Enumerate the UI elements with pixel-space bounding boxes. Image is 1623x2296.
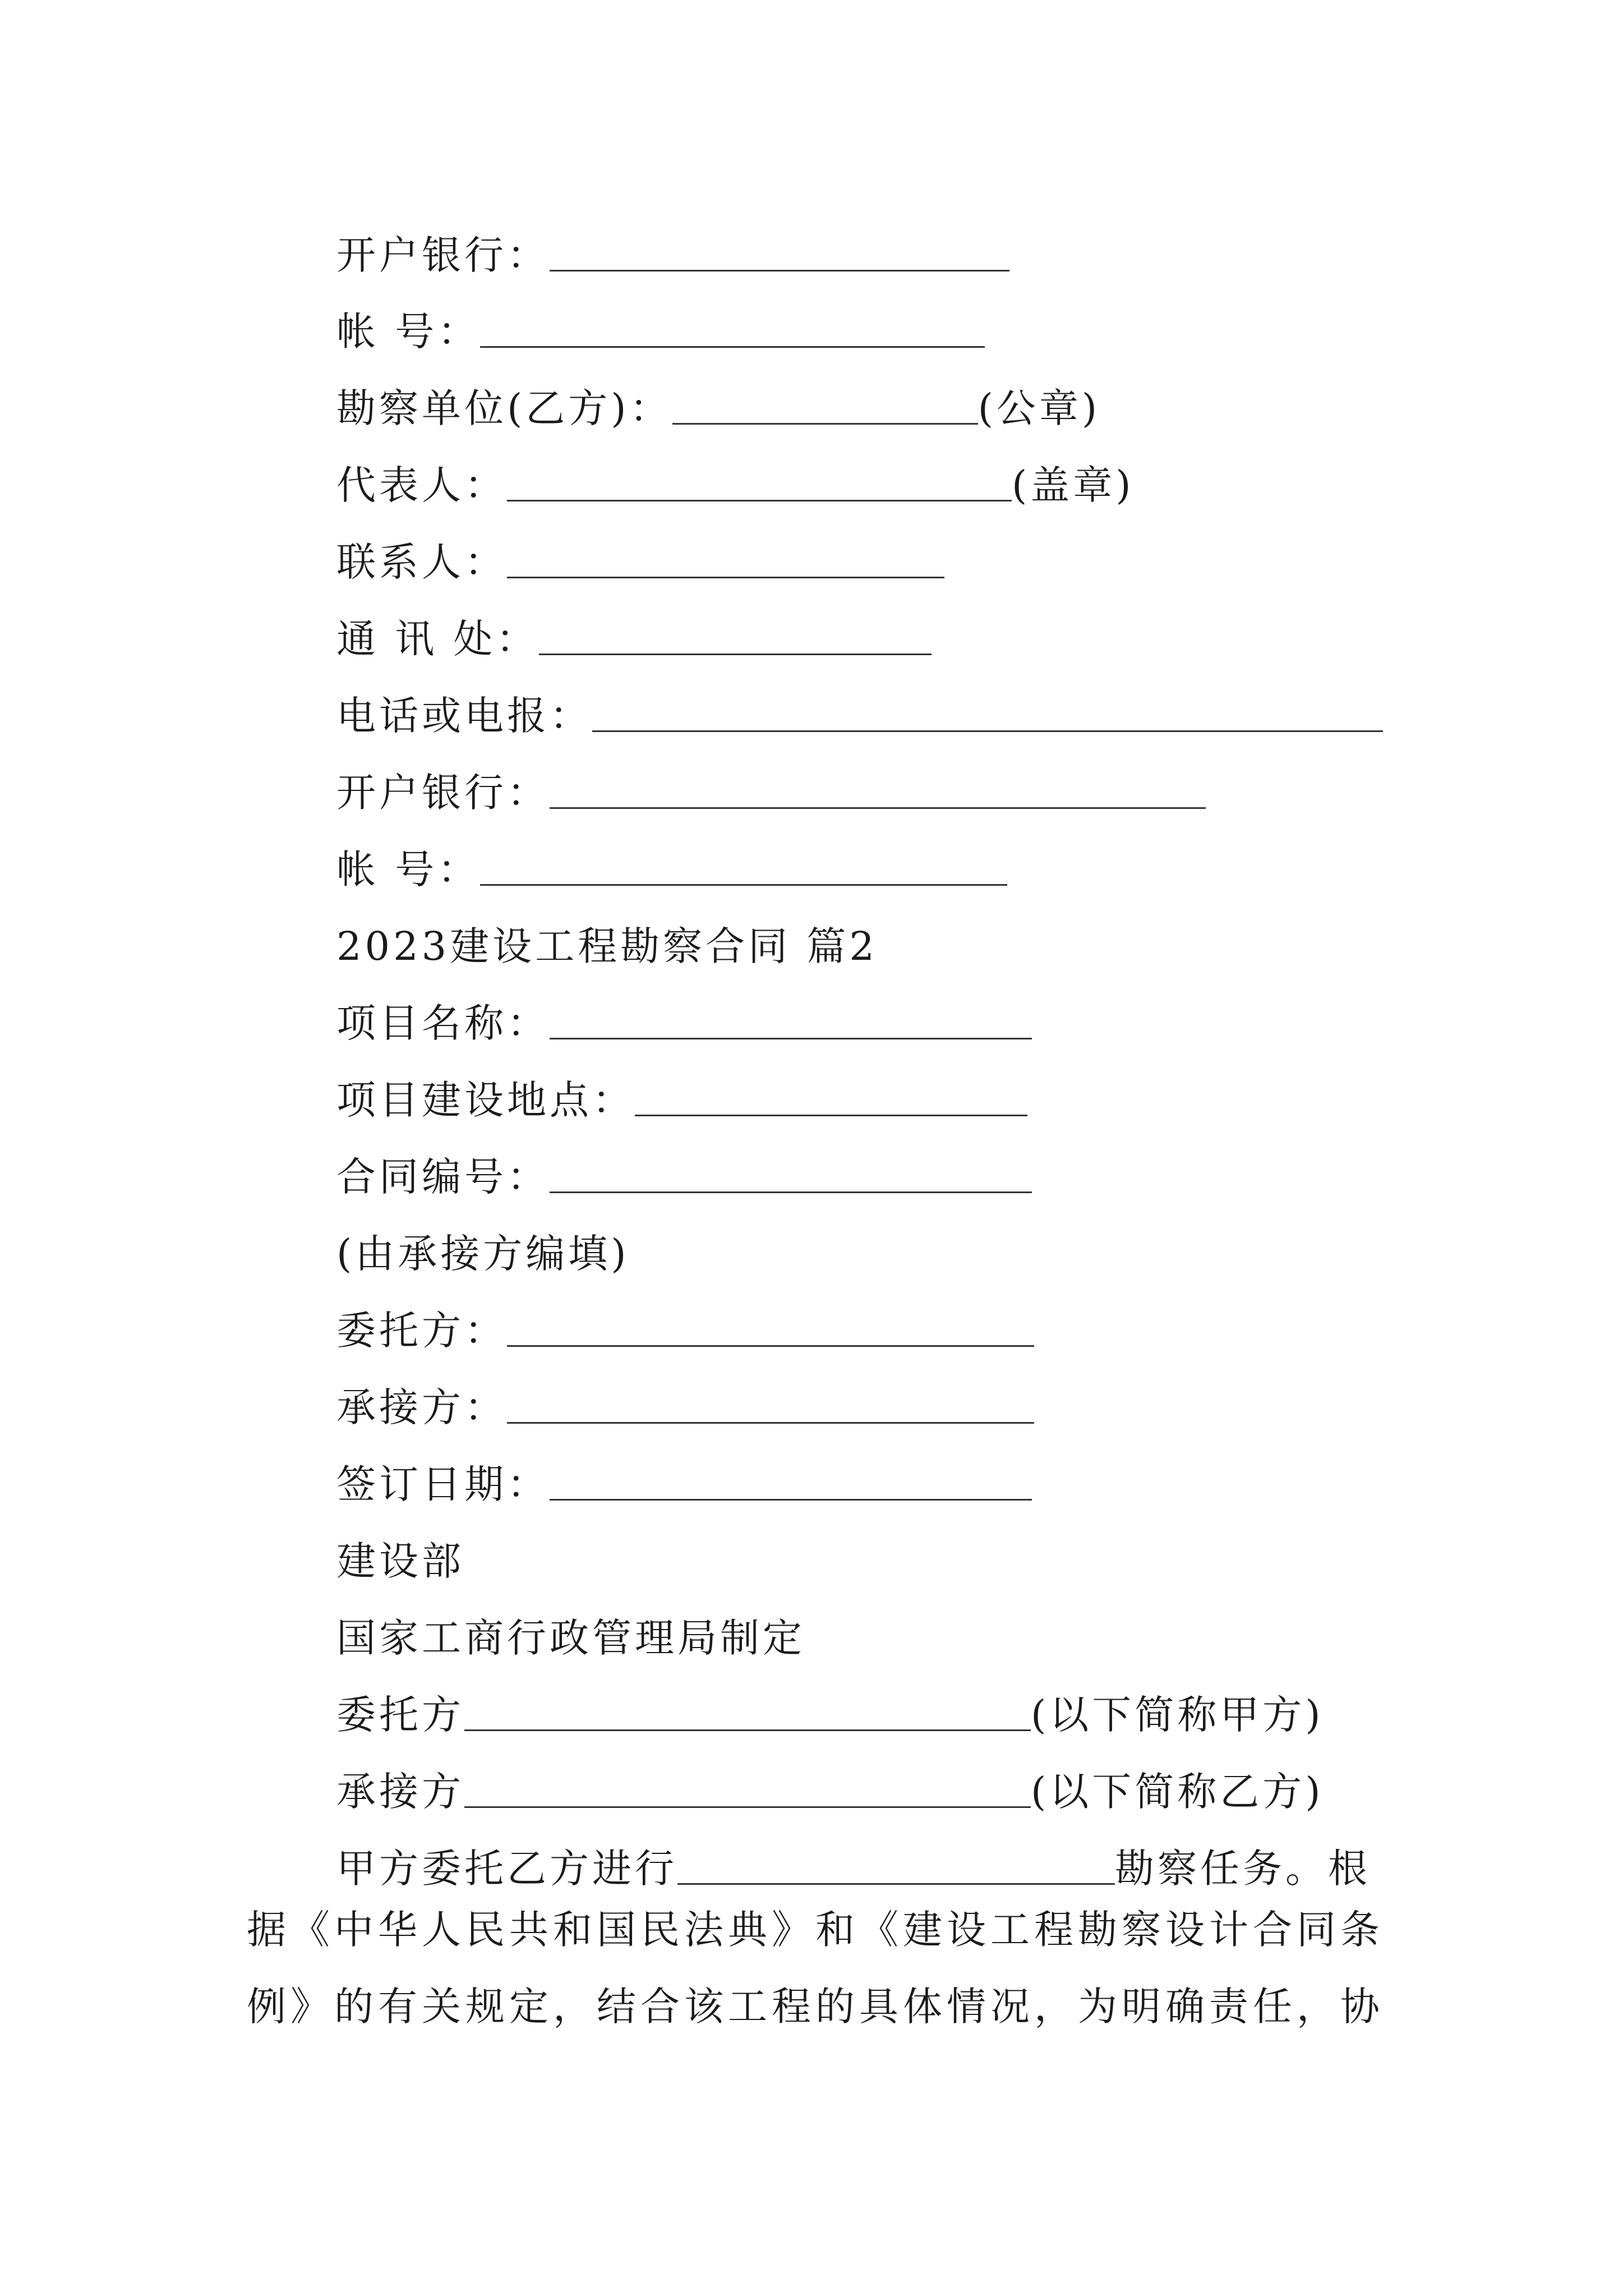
contract-number-label: 合同编号： bbox=[336, 1154, 550, 1200]
project-name-label: 项目名称： bbox=[336, 1000, 550, 1046]
survey-unit-label: 勘察单位(乙方)： bbox=[336, 385, 672, 431]
bank-row-2 bbox=[336, 745, 1206, 816]
phone-blank[interactable] bbox=[592, 730, 1383, 732]
client-blank[interactable] bbox=[507, 1345, 1034, 1347]
party-a-row bbox=[336, 1667, 1324, 1738]
address-row bbox=[336, 591, 932, 662]
client-label: 委托方： bbox=[336, 1308, 507, 1354]
body-line-1-suffix: 勘察任务。根 bbox=[1115, 1846, 1371, 1892]
project-site-label: 项目建设地点： bbox=[336, 1077, 635, 1123]
survey-unit-row bbox=[336, 361, 1101, 431]
contract-number-row bbox=[336, 1129, 1032, 1200]
survey-task-blank[interactable] bbox=[677, 1883, 1115, 1885]
account-label: 帐 号： bbox=[336, 309, 481, 355]
contractor-row bbox=[336, 1360, 1034, 1430]
account-blank-2[interactable] bbox=[480, 884, 1007, 886]
contact-row bbox=[336, 514, 944, 585]
signing-date-blank[interactable] bbox=[550, 1499, 1032, 1501]
representative-blank[interactable] bbox=[507, 500, 1012, 501]
representative-row bbox=[336, 438, 1135, 508]
account-row-2 bbox=[336, 822, 1007, 892]
bank-blank-2[interactable] bbox=[550, 807, 1206, 809]
signing-date-row bbox=[336, 1437, 1032, 1507]
party-a-label: 委托方 bbox=[336, 1692, 464, 1738]
bank-row bbox=[336, 208, 1009, 278]
body-line-1-prefix: 甲方委托乙方进行 bbox=[336, 1846, 677, 1892]
party-b-blank[interactable] bbox=[464, 1806, 1031, 1808]
project-site-blank[interactable] bbox=[635, 1115, 1027, 1116]
project-site-row bbox=[336, 1052, 1027, 1123]
address-label: 通 讯 处： bbox=[336, 616, 539, 662]
fill-note-text: (由承接方编填) bbox=[336, 1231, 630, 1277]
fill-note bbox=[336, 1206, 630, 1277]
issuer-administration-text: 国家工商行政管理局制定 bbox=[336, 1615, 805, 1661]
party-b-row bbox=[336, 1744, 1324, 1815]
contract-number-blank[interactable] bbox=[550, 1191, 1032, 1193]
party-a-suffix: (以下简称甲方) bbox=[1031, 1692, 1324, 1738]
body-line-3: 例》的有关规定，结合该工程的具体情况，为明确责任，协 bbox=[247, 1984, 1384, 2030]
body-line-1 bbox=[336, 1821, 1371, 1892]
bank-label-2: 开户银行： bbox=[336, 770, 550, 816]
official-seal-note: (公章) bbox=[978, 385, 1101, 431]
account-row bbox=[336, 284, 985, 355]
party-a-blank[interactable] bbox=[464, 1729, 1031, 1731]
signing-date-label: 签订日期： bbox=[336, 1461, 550, 1507]
phone-label: 电话或电报： bbox=[336, 693, 592, 739]
survey-unit-blank[interactable] bbox=[672, 423, 978, 425]
bank-label: 开户银行： bbox=[336, 232, 550, 278]
contact-blank[interactable] bbox=[507, 577, 944, 578]
body-line-2: 据《中华人民共和国民法典》和《建设工程勘察设计合同条 bbox=[247, 1907, 1384, 1953]
issuer-ministry bbox=[336, 1513, 464, 1584]
contact-label: 联系人： bbox=[336, 539, 507, 585]
party-b-suffix: (以下简称乙方) bbox=[1031, 1769, 1324, 1815]
client-row bbox=[336, 1283, 1034, 1354]
account-blank[interactable] bbox=[480, 346, 985, 348]
section-heading-text: 2023建设工程勘察合同 篇2 bbox=[336, 923, 878, 969]
party-b-label: 承接方 bbox=[336, 1769, 464, 1815]
section-heading bbox=[336, 899, 878, 969]
contractor-blank[interactable] bbox=[507, 1422, 1034, 1424]
contractor-label: 承接方： bbox=[336, 1384, 507, 1430]
address-blank[interactable] bbox=[539, 654, 932, 655]
project-name-row bbox=[336, 976, 1032, 1046]
representative-label: 代表人： bbox=[336, 462, 507, 508]
account-label-2: 帐 号： bbox=[336, 846, 481, 892]
phone-row bbox=[336, 668, 1383, 739]
bank-blank[interactable] bbox=[550, 270, 1009, 272]
project-name-blank[interactable] bbox=[550, 1038, 1032, 1039]
issuer-ministry-text: 建设部 bbox=[336, 1538, 464, 1584]
issuer-administration bbox=[336, 1590, 805, 1661]
stamp-note: (盖章) bbox=[1012, 462, 1135, 508]
